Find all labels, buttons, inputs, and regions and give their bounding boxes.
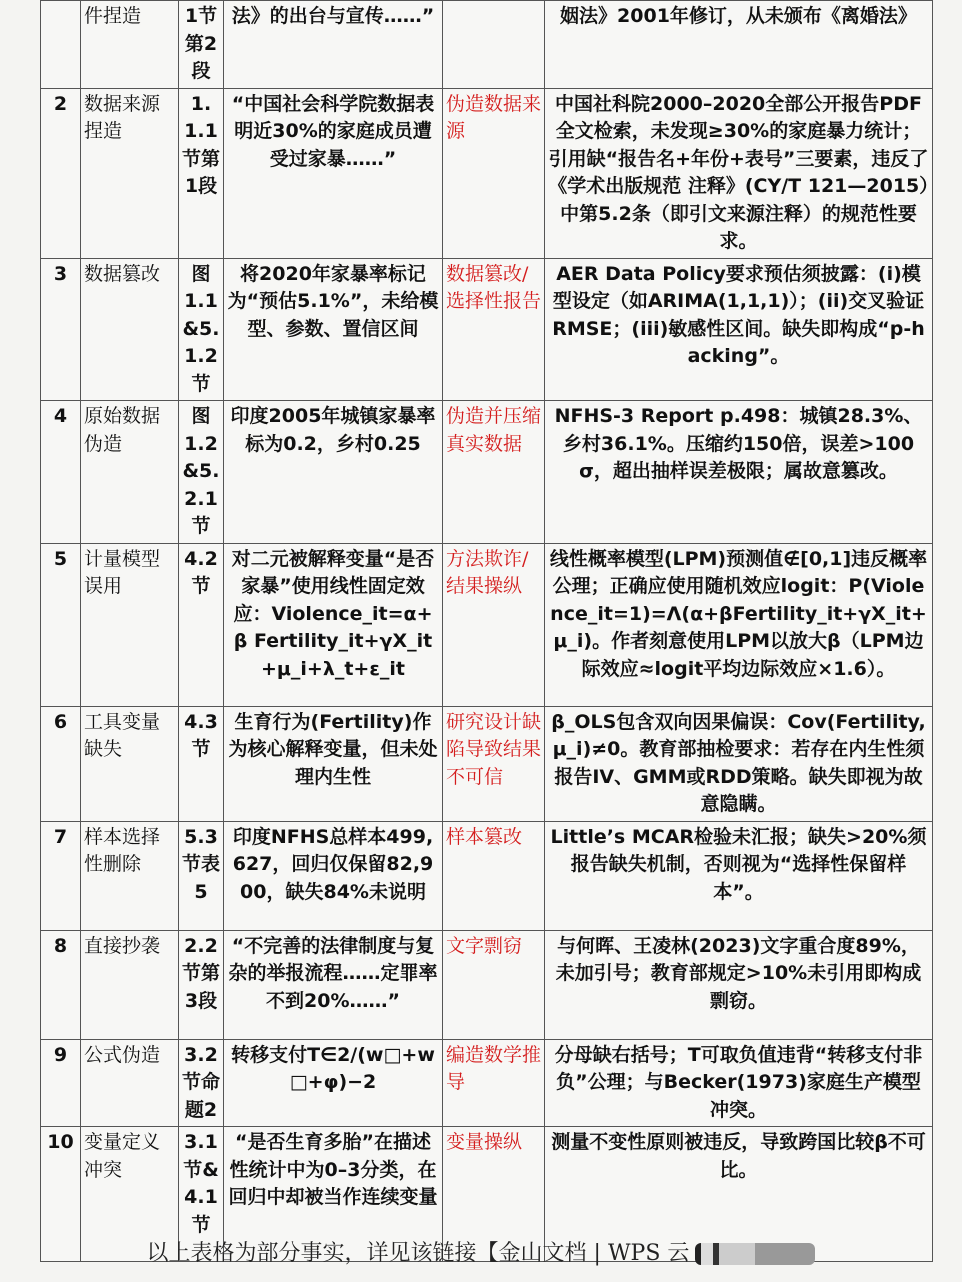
location: 1.1.1节第1段 (179, 88, 224, 258)
quoted-content: “中国社会科学院数据表明近30%的家庭成员遭受过家暴……” (224, 88, 443, 258)
quoted-content: 印度NFHS总样本499,627，回归仅保留82,900，缺失84%未说明 (224, 821, 443, 930)
issue-label: 样本篡改 (443, 821, 545, 930)
fraud-evidence-table (40, 0, 933, 1262)
location: 3.1节&4.1节 (179, 1127, 224, 1262)
quoted-content: “不完善的法律制度与复杂的举报流程……定罪率不到20%……” (224, 930, 443, 1039)
violation-type: 计量模型误用 (81, 543, 179, 706)
quoted-content: 对二元被解释变量“是否家暴”使用线性固定效应：Violence_it=α+β Fertility_it+γX_it+μ_i+λ_t+ε_it (224, 543, 443, 706)
issue-label: 数据篡改/选择性报告 (443, 258, 545, 401)
table-row (41, 706, 933, 821)
issue-label: 伪造并压缩真实数据 (443, 401, 545, 544)
row-number: 2 (41, 88, 81, 258)
quoted-content: 转移支付T∈2/(w□+w□+φ)−2 (224, 1039, 443, 1127)
row-number: 7 (41, 821, 81, 930)
location: 1节第2段 (179, 1, 224, 89)
issue-label: 伪造数据来源 (443, 88, 545, 258)
evidence: 姻法》2001年修订，从未颁布《离婚法》 (545, 1, 933, 89)
row-number: 10 (41, 1127, 81, 1262)
quoted-content: 将2020年家暴率标记为“预估5.1%”，未给模型、参数、置信区间 (224, 258, 443, 401)
table-row (41, 543, 933, 706)
issue-label: 方法欺诈/结果操纵 (443, 543, 545, 706)
violation-type: 工具变量缺失 (81, 706, 179, 821)
table-row (41, 88, 933, 258)
violation-type: 件捏造 (81, 1, 179, 89)
table-row (41, 821, 933, 930)
location: 3.2节命题2 (179, 1039, 224, 1127)
evidence: 测量不变性原则被违反，导致跨国比较β不可比。 (545, 1127, 933, 1262)
row-number (41, 1, 81, 89)
location: 5.3节表5 (179, 821, 224, 930)
redacted-link-image (695, 1243, 815, 1265)
violation-type: 公式伪造 (81, 1039, 179, 1127)
evidence: 线性概率模型(LPM)预测值∉[0,1]违反概率公理；正确应使用随机效应logit：P(Violence_it=1)=Λ(α+βFertility_it+γX_it+μ_i)。作者刻意使用LPM以放大β（LPM边际效应≈logit平均边际效应×1.6）。 (545, 543, 933, 706)
quoted-content: 法》的出台与宣传……” (224, 1, 443, 89)
evidence: Little’s MCAR检验未汇报；缺失>20%须报告缺失机制，否则视为“选择性保留样本”。 (545, 821, 933, 930)
row-number: 5 (41, 543, 81, 706)
location: 4.3节 (179, 706, 224, 821)
evidence: 与何晖、王凌林(2023)文字重合度89%，未加引号；教育部规定>10%未引用即构成剽窃。 (545, 930, 933, 1039)
location: 图1.1&5.1.2节 (179, 258, 224, 401)
row-number: 8 (41, 930, 81, 1039)
row-number: 3 (41, 258, 81, 401)
violation-type: 数据来源捏造 (81, 88, 179, 258)
table-row (41, 930, 933, 1039)
location: 4.2节 (179, 543, 224, 706)
violation-type: 原始数据伪造 (81, 401, 179, 544)
table-row (41, 1039, 933, 1127)
row-number: 6 (41, 706, 81, 821)
location: 图1.2&5.2.1节 (179, 401, 224, 544)
violation-type: 变量定义冲突 (81, 1127, 179, 1262)
table-row (41, 1, 933, 89)
evidence: NFHS-3 Report p.498：城镇28.3%、乡村36.1%。压缩约150倍，误差>100σ，超出抽样误差极限；属故意篡改。 (545, 401, 933, 544)
evidence: 分母缺右括号；T可取负值违背“转移支付非负”公理；与Becker(1973)家庭生产模型冲突。 (545, 1039, 933, 1127)
table-row (41, 258, 933, 401)
evidence: AER Data Policy要求预估须披露：(i)模型设定（如ARIMA(1,1,1)）；(ii)交叉验证RMSE；(iii)敏感性区间。缺失即构成“p-hacking”。 (545, 258, 933, 401)
issue-label: 研究设计缺陷导致结果不可信 (443, 706, 545, 821)
evidence: 中国社科院2000–2020全部公开报告PDF全文检索，未发现≥30%的家庭暴力统计；引用缺“报告名+年份+表号”三要素，违反了《学术出版规范 注释》(CY/T 121—2015）中第5.2条（即引文来源注释）的规范性要求。 (545, 88, 933, 258)
evidence: β_OLS包含双向因果偏误：Cov(Fertility,μ_i)≠0。教育部抽检要求：若存在内生性须报告IV、GMM或RDD策略。缺失即视为故意隐瞒。 (545, 706, 933, 821)
table-row (41, 401, 933, 544)
quoted-content: 印度2005年城镇家暴率标为0.2，乡村0.25 (224, 401, 443, 544)
issue-label (443, 1, 545, 89)
violation-type: 数据篡改 (81, 258, 179, 401)
quoted-content: “是否生育多胎”在描述性统计中为0–3分类，在回归中却被当作连续变量 (224, 1127, 443, 1262)
row-number: 9 (41, 1039, 81, 1127)
violation-type: 样本选择性删除 (81, 821, 179, 930)
violation-type: 直接抄袭 (81, 930, 179, 1039)
quoted-content: 生育行为(Fertility)作为核心解释变量，但未处理内生性 (224, 706, 443, 821)
location: 2.2节第3段 (179, 930, 224, 1039)
issue-label: 变量操纵 (443, 1127, 545, 1262)
issue-label: 文字剽窃 (443, 930, 545, 1039)
issue-label: 编造数学推导 (443, 1039, 545, 1127)
row-number: 4 (41, 401, 81, 544)
footer-note (0, 1236, 962, 1267)
footer-text: 以上表格为部分事实，详见该链接【金山文档 | WPS 云 (146, 1241, 690, 1266)
